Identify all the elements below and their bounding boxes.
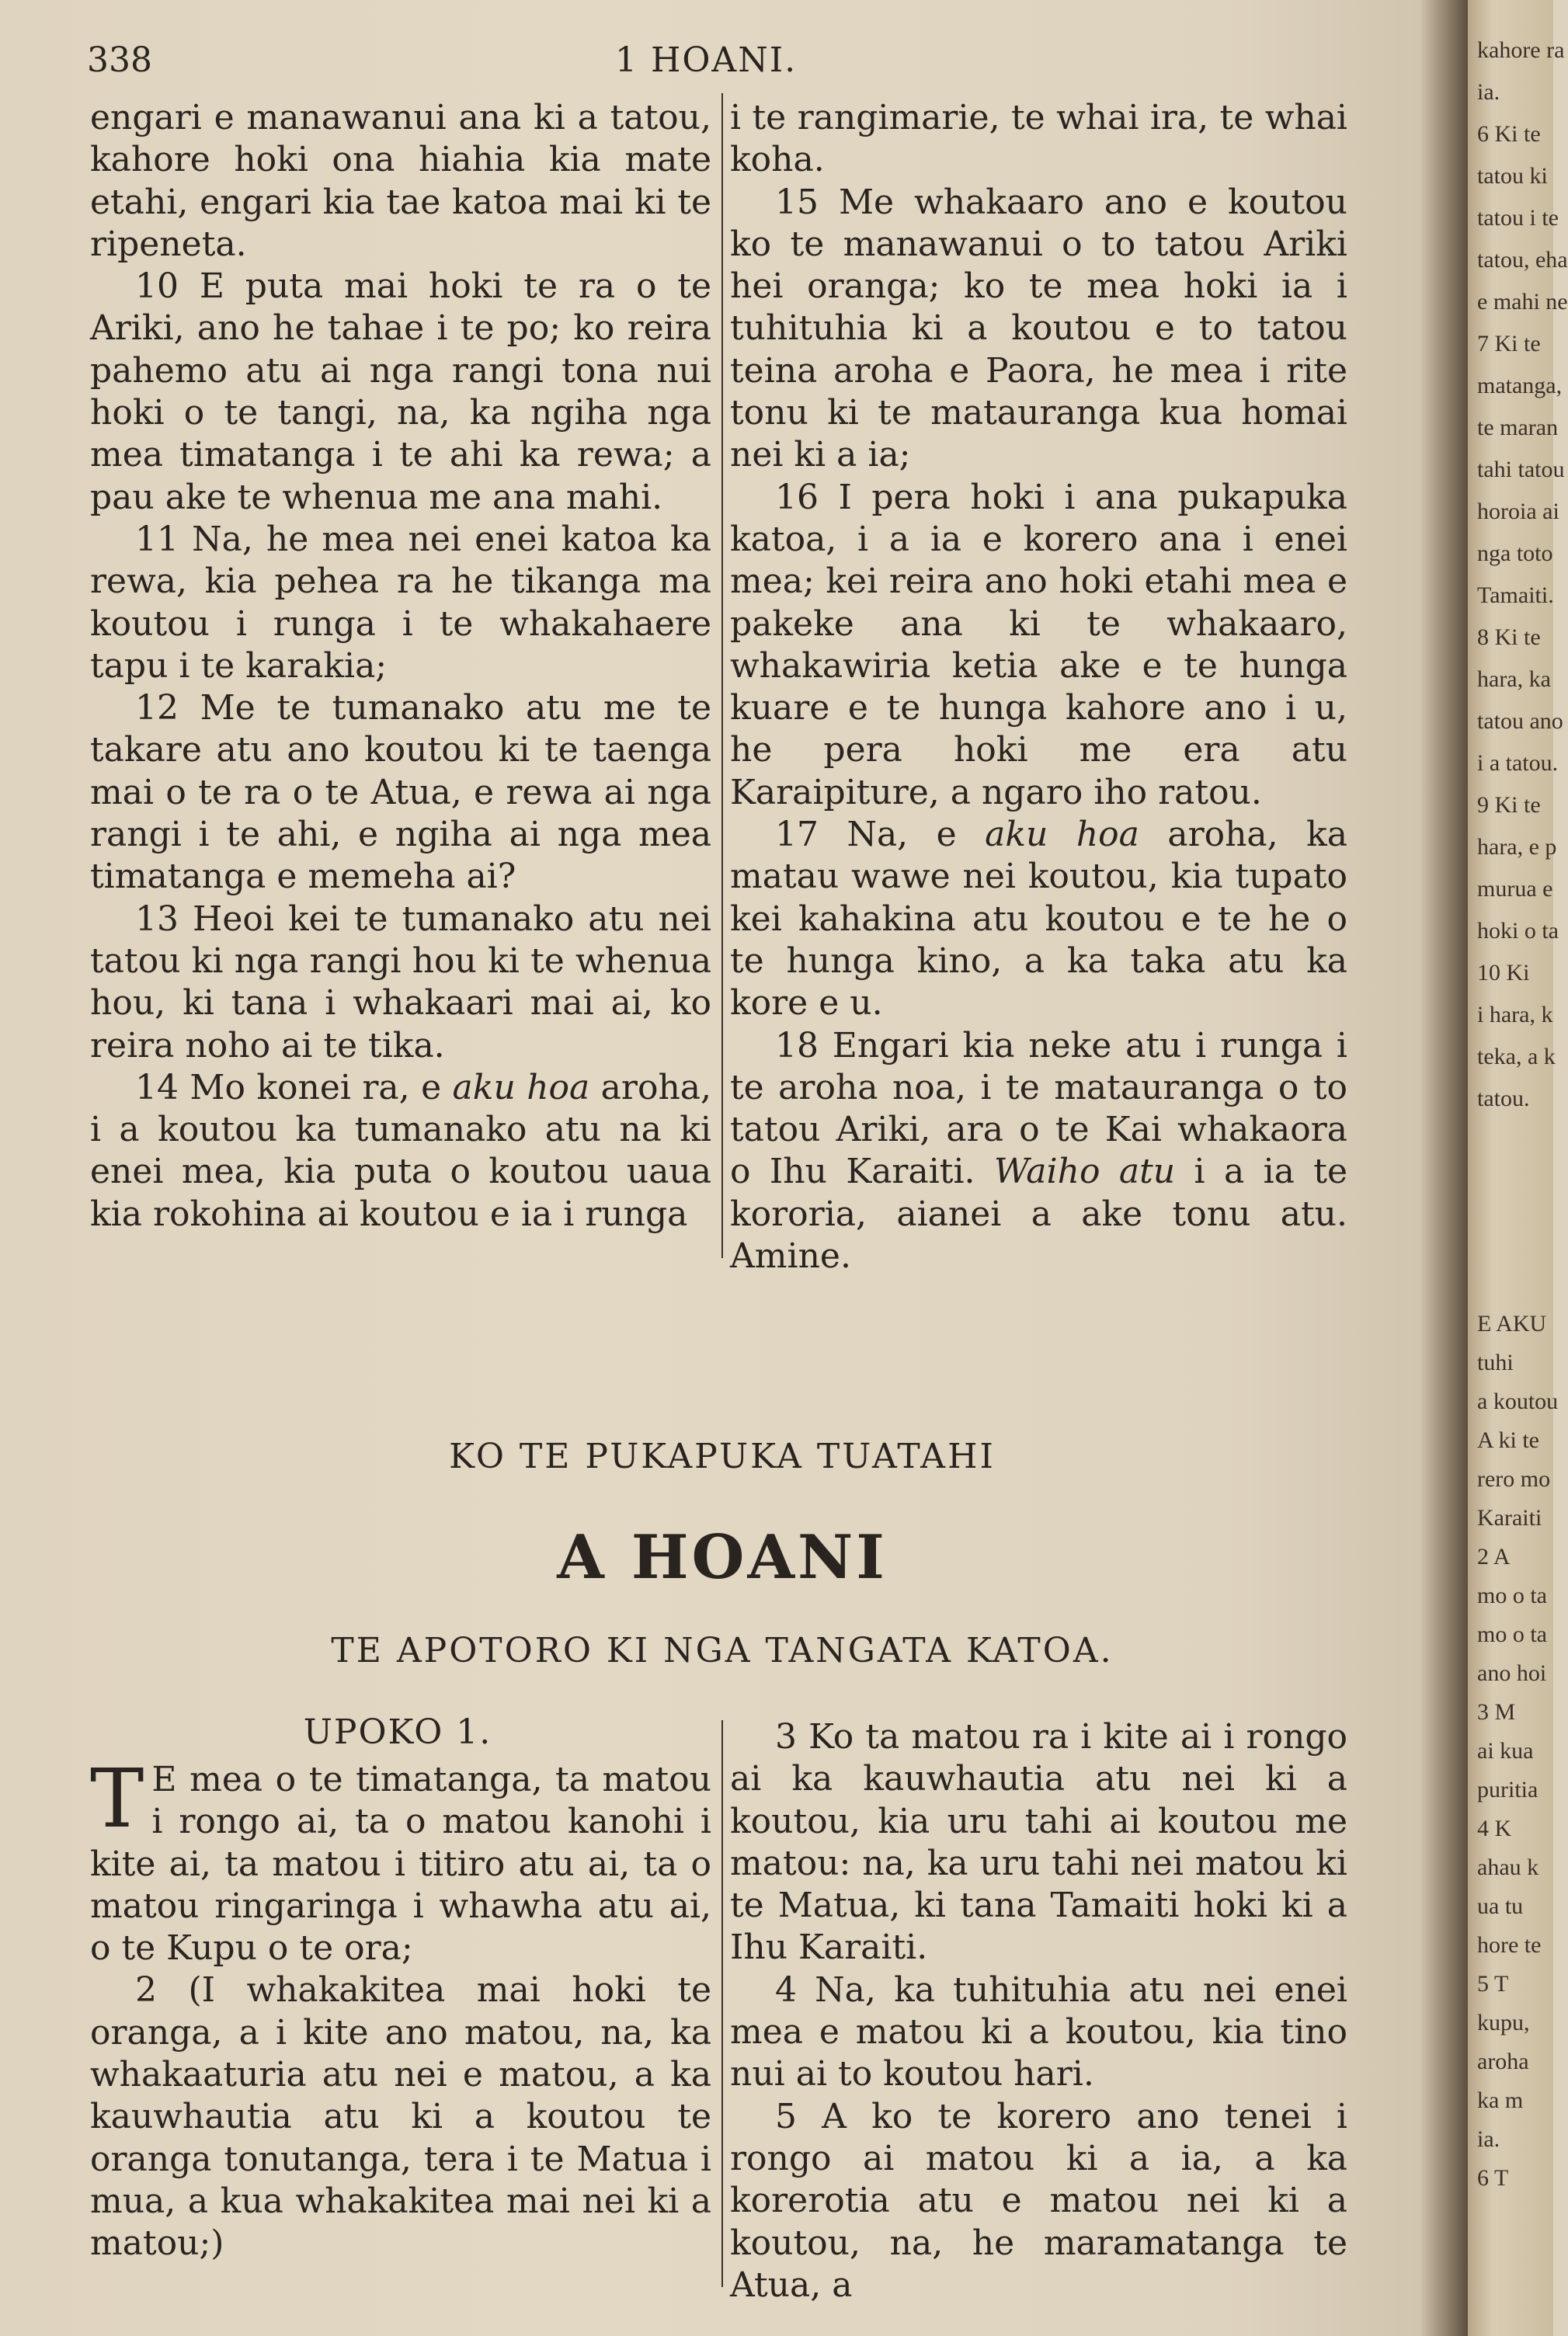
- page-number: 338: [87, 40, 152, 80]
- facing-page-fragment: murua e: [1477, 876, 1553, 902]
- facing-page-fragment: 4 K: [1477, 1816, 1512, 1841]
- facing-page-fragment: ua tu: [1477, 1893, 1524, 1919]
- facing-page-fragment: i a tatou.: [1477, 750, 1559, 776]
- book-subtitle: TE APOTORO KI NGA TANGATA KATOA.: [331, 1631, 1114, 1670]
- facing-page-fragment: mo o ta: [1477, 1622, 1547, 1647]
- facing-page-fragment: ano hoi: [1477, 1660, 1547, 1686]
- facing-page-fragment: mo o ta: [1477, 1583, 1547, 1608]
- top-left-column: [90, 97, 711, 1236]
- verse: 12 Me te tumanako atu me te takare atu ano koutou ki te taenga mai o te ra o te Atua, e rewa ai nga rangi i te ahi, e ngiha ai nga mea timatanga e memeha ai?: [90, 688, 711, 897]
- verse: 15 Me whakaaro ano e koutou ko te manawanui o to tatou Ariki hei oranga; ko te mea hoki ia i tuhituhia ki a koutou e to tatou teina aroha e Paora, he mea i rite tonu ki te matauranga kua homai nei ki a ia;: [730, 182, 1347, 475]
- facing-page-fragment: kupu,: [1477, 2010, 1530, 2035]
- facing-page-fragment: 2 A: [1477, 1544, 1511, 1570]
- verse: 5 A ko te korero ano tenei i rongo ai matou ki a ia, a ka korerotia atu e matou nei ki a koutou, na, he maramatanga te Atua, a: [730, 2096, 1347, 2305]
- facing-page-fragment: puritia: [1477, 1777, 1538, 1802]
- facing-page-fragment: tatou ki: [1477, 163, 1548, 189]
- facing-page-fragment: ia.: [1477, 79, 1500, 105]
- facing-page-fragment: e mahi ne: [1477, 289, 1568, 315]
- book-title: A HOANI: [557, 1522, 888, 1593]
- facing-page-fragment: 5 T: [1477, 1971, 1509, 1997]
- facing-page-fragment: aroha: [1477, 2049, 1529, 2074]
- facing-page-fragment: teka, a k: [1477, 1044, 1556, 1069]
- facing-page-fragment: 3 M: [1477, 1699, 1516, 1725]
- facing-page-fragment: 9 Ki te: [1477, 792, 1541, 818]
- facing-page-fragment: E AKU: [1477, 1311, 1547, 1337]
- chapter-heading: UPOKO 1.: [303, 1712, 492, 1752]
- facing-page-fragment: ia.: [1477, 2126, 1500, 2152]
- column-rule-bottom: [721, 1720, 723, 2287]
- facing-page-fragment: tatou.: [1477, 1086, 1530, 1111]
- verse: 11 Na, he mea nei enei katoa ka rewa, kia pehea ra he tikanga ma koutou i runga i te whakahaere tapu i te karakia;: [90, 519, 711, 686]
- book-title-line-1: KO TE PUKAPUKA TUATAHI: [449, 1437, 996, 1476]
- facing-page-fragment: tahi tatou: [1477, 457, 1565, 482]
- facing-page-fragment: tatou i te: [1477, 205, 1559, 231]
- facing-page-fragment: 6 T: [1477, 2165, 1509, 2191]
- facing-page-fragment: hoki o ta: [1477, 918, 1559, 944]
- facing-page-fragment: Tamaiti.: [1477, 582, 1554, 608]
- paragraph: engari e manawanui ana ki a tatou, kahore hoki ona hiahia kia mate etahi, engari kia tae katoa mai ki te ripeneta.: [90, 98, 711, 264]
- paragraph: i te rangimarie, te whai ira, te whai koha.: [730, 98, 1347, 180]
- verse-17: 17 Na, e aku hoa aroha, ka matau wawe nei koutou, kia tupato kei kahakina atu koutou e te he o te hunga kino, a ka taka atu ka kore e u.: [730, 815, 1347, 1024]
- verse: 2 (I whakakitea mai hoki te oranga, a i kite ano matou, na, ka whakaaturia atu nei e matou, a ka kauwhautia atu ki a koutou te oranga tonutanga, tera i te Matua i mua, a kua whakakitea mai nei ki a matou;): [90, 1970, 711, 2264]
- chapter-right-column: [730, 1716, 1347, 2306]
- facing-page-fragment: rero mo: [1477, 1466, 1551, 1492]
- facing-page-fragment: te maran: [1477, 415, 1559, 440]
- top-right-column: [730, 97, 1347, 1278]
- book-gutter: [1421, 0, 1468, 2336]
- column-rule-top: [721, 93, 723, 1258]
- verse: 3 Ko ta matou ra i kite ai i rongo ai ka kauwhautia atu nei ki a koutou, kia uru tahi ai koutou me matou: na, ka uru tahi nei matou ki te Matua, ki tana Tamaiti hoki ki a Ihu Karaiti.: [730, 1717, 1347, 1968]
- facing-page-fragment: hara, ka: [1477, 666, 1551, 692]
- verse: 13 Heoi kei te tumanako atu nei tatou ki nga rangi hou ki te whenua hou, ki tana i whakaari mai ai, ko reira noho ai te tika.: [90, 899, 711, 1065]
- facing-page-fragment: matanga,: [1477, 373, 1563, 398]
- facing-page-fragment: A ki te: [1477, 1427, 1539, 1453]
- facing-page-edge: [1468, 0, 1568, 2336]
- facing-page-fragment: kahore ra: [1477, 37, 1565, 63]
- facing-page-fragment: hara, e p: [1477, 834, 1557, 860]
- drop-cap: T: [90, 1751, 144, 1846]
- facing-page-fragment: nga toto: [1477, 541, 1553, 566]
- facing-page-fragment: Karaiti: [1477, 1505, 1542, 1531]
- verse-14: 14 Mo konei ra, e aku hoa aroha, i a koutou ka tumanako atu na ki enei mea, kia puta o koutou uaua kia rokohina ai koutou e ia i runga: [90, 1067, 711, 1234]
- facing-page-fragment: 8 Ki te: [1477, 624, 1541, 650]
- facing-page-fragment: 7 Ki te: [1477, 331, 1541, 356]
- facing-page-fragment: ai kua: [1477, 1738, 1534, 1764]
- facing-page-fragment: 6 Ki te: [1477, 121, 1541, 147]
- running-head: 1 HOANI.: [615, 40, 798, 80]
- verse: 4 Na, ka tuhituhia atu nei enei mea e matou ki a koutou, kia tino nui ai to koutou hari.: [730, 1969, 1347, 2094]
- verse: 10 E puta mai hoki te ra o te Ariki, ano he tahae i te po; ko reira pahemo atu ai nga rangi tona nui hoki o te tangi, na, ka ngiha nga mea timatanga i te ahi ka rewa; a pau ake te whenua me ana mahi.: [90, 266, 711, 517]
- facing-page-fragment: i hara, k: [1477, 1002, 1553, 1027]
- facing-page-fragment: ka m: [1477, 2087, 1524, 2113]
- verse-1: T E mea o te timatanga, ta matou i rongo ai, ta o matou kanohi i kite ai, ta matou i titiro atu ai, ta o matou ringaringa i whawha atu ai, o te Kupu o te ora;: [90, 1751, 711, 1969]
- chapter-left-column: [90, 1751, 711, 2265]
- facing-page-fragment: ahau k: [1477, 1855, 1539, 1880]
- facing-page-fragment: 10 Ki: [1477, 960, 1530, 985]
- verse: 16 I pera hoki i ana pukapuka katoa, i a ia e korero ana i enei mea; kei reira ano hoki etahi mea e pakeke ana ki te whakaaro, whakawiria ketia ake e te hunga kuare e te hunga kahore ano i u, he pera hoki me era atu Karaipiture, a ngaro iho ratou.: [730, 477, 1347, 812]
- facing-page-fragment: horoia ai: [1477, 499, 1559, 524]
- facing-page-fragment: a koutou: [1477, 1389, 1559, 1414]
- facing-page-fragment: hore te: [1477, 1932, 1542, 1958]
- facing-page-fragment: tatou ano: [1477, 708, 1563, 734]
- verse-18: 18 Engari kia neke atu i runga i te aroha noa, i te matauranga o to tatou Ariki, ara o te Kai whakaora o Ihu Karaiti. Waiho atu i a ia te kororia, aianei a ake tonu atu. Amine.: [730, 1025, 1347, 1277]
- facing-page-fragment: tuhi: [1477, 1350, 1514, 1375]
- facing-page-fragment: tatou, eha: [1477, 247, 1568, 273]
- page-header: [87, 40, 1407, 87]
